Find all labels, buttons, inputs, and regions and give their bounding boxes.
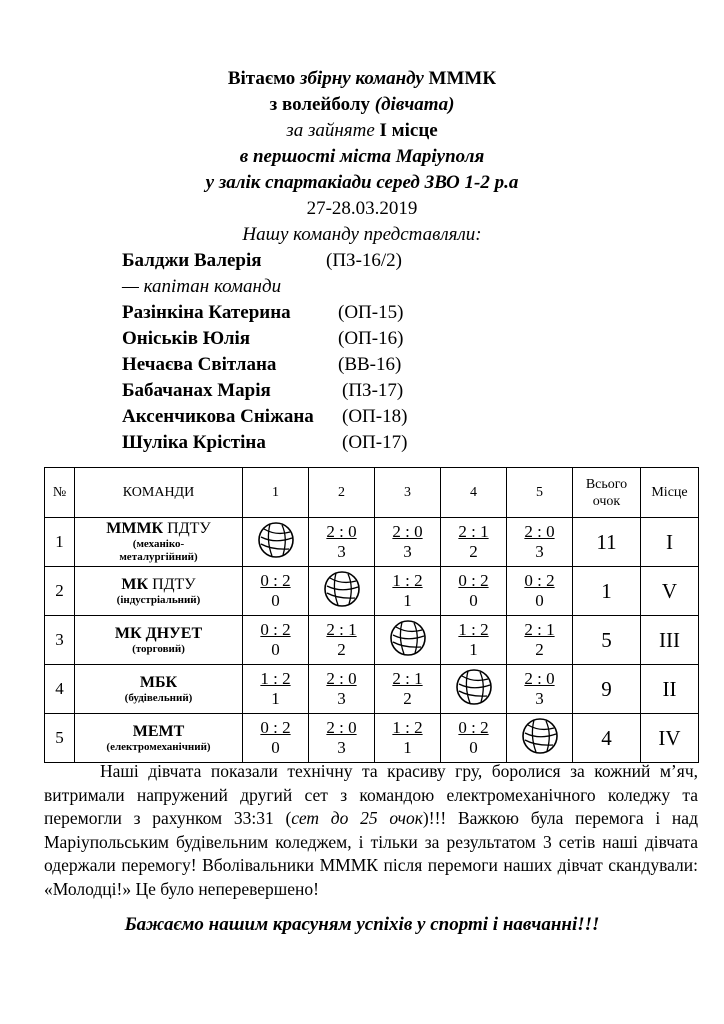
- score-cell: [309, 665, 375, 714]
- set-score: 1 : 2: [392, 571, 423, 590]
- team-type: (індустріальний): [116, 593, 201, 606]
- team-roster: [122, 248, 522, 456]
- team-cell: [75, 665, 243, 714]
- match-points: 3: [403, 542, 412, 561]
- set-score: 2 : 1: [392, 669, 423, 688]
- set-score: 2 : 0: [392, 522, 423, 541]
- match-points: 0: [469, 738, 478, 757]
- self-match-cell: [309, 567, 375, 616]
- total-points: 4: [573, 714, 641, 763]
- roster-row: [122, 326, 522, 352]
- team-name: МК ДНУЕТ: [114, 624, 203, 642]
- volleyball-icon: [388, 618, 428, 658]
- set-score: 0 : 2: [260, 571, 291, 590]
- match-points: 1: [403, 738, 412, 757]
- team-cell: [75, 714, 243, 763]
- header-line-1: Вітаємо збірну команду ММMК: [227, 68, 497, 89]
- score-cell: [507, 616, 573, 665]
- player-name: Бабачанах Марія: [122, 380, 271, 401]
- set-score: 0 : 2: [260, 718, 291, 737]
- score-cell: [507, 567, 573, 616]
- header-total: Всього очок: [573, 468, 641, 518]
- self-match-cell: [243, 518, 309, 567]
- score-cell: [441, 714, 507, 763]
- match-points: 1: [271, 689, 280, 708]
- volleyball-icon: [256, 520, 296, 560]
- header-line-5: у залік спартакіади серед ЗВО 1-2 р.а: [205, 172, 519, 193]
- score-cell: [375, 518, 441, 567]
- total-points: 1: [573, 567, 641, 616]
- player-name: Аксенчикова Сніжана: [122, 406, 314, 427]
- set-score: 1 : 2: [260, 669, 291, 688]
- player-name: Шуліка Крістіна: [122, 432, 266, 453]
- match-points: 0: [271, 591, 280, 610]
- match-points: 3: [337, 689, 346, 708]
- match-points: 2: [535, 640, 544, 659]
- score-cell: [441, 567, 507, 616]
- score-cell: [309, 518, 375, 567]
- volleyball-icon: [322, 569, 362, 609]
- team-name: МЕМТ: [132, 722, 185, 740]
- row-number: 5: [45, 714, 75, 763]
- team-type: (будівельний): [124, 691, 193, 704]
- player-name: Разінкіна Катерина: [122, 302, 291, 323]
- header-col-3: 3: [375, 468, 441, 518]
- final-place: I: [641, 518, 699, 567]
- row-number: 3: [45, 616, 75, 665]
- player-group: (ОП-17): [342, 432, 408, 453]
- final-place: III: [641, 616, 699, 665]
- match-points: 0: [271, 640, 280, 659]
- roster-row: [122, 300, 522, 326]
- player-group: (ВВ-16): [338, 354, 402, 375]
- set-score: 2 : 0: [524, 669, 555, 688]
- set-score: 1 : 2: [392, 718, 423, 737]
- set-score: 2 : 0: [326, 522, 357, 541]
- roster-row: [122, 404, 522, 430]
- team-intro: Нашу команду представляли:: [242, 224, 482, 245]
- header-line-3: за зайняте І місце: [286, 120, 438, 141]
- set-score: 2 : 0: [326, 669, 357, 688]
- team-name: МММК: [106, 520, 164, 537]
- table-row: [45, 665, 699, 714]
- header-place: Місце: [641, 468, 699, 518]
- self-match-cell: [375, 616, 441, 665]
- match-points: 3: [535, 689, 544, 708]
- score-cell: [243, 665, 309, 714]
- self-match-cell: [441, 665, 507, 714]
- team-name: МБК: [139, 673, 178, 691]
- match-points: 2: [337, 640, 346, 659]
- set-score: 2 : 0: [524, 522, 555, 541]
- match-points: 2: [403, 689, 412, 708]
- player-group: (ПЗ-16/2): [326, 250, 402, 271]
- header-line-4: в першості міста Маріуполя: [239, 146, 485, 167]
- match-points: 0: [535, 591, 544, 610]
- set-score: 0 : 2: [260, 620, 291, 639]
- match-points: 2: [469, 542, 478, 561]
- score-cell: [375, 567, 441, 616]
- player-group: (ПЗ-17): [342, 380, 404, 401]
- match-points: 3: [337, 542, 346, 561]
- total-points: 11: [573, 518, 641, 567]
- table-row: [45, 616, 699, 665]
- score-cell: [243, 714, 309, 763]
- closing-wish: Бажаємо нашим красуням успіхів у спорті і навчанні!!!: [124, 914, 600, 935]
- score-cell: [507, 518, 573, 567]
- team-name-suffix: ПДТУ: [148, 575, 196, 593]
- final-place: IV: [641, 714, 699, 763]
- team-type: (механіко-: [132, 538, 185, 550]
- header-col-5: 5: [507, 468, 573, 518]
- set-score: 2 : 1: [326, 620, 357, 639]
- match-points: 0: [271, 738, 280, 757]
- score-cell: [309, 714, 375, 763]
- roster-row: [122, 352, 522, 378]
- match-points: 0: [469, 591, 478, 610]
- row-number: 1: [45, 518, 75, 567]
- header-col-2: 2: [309, 468, 375, 518]
- set-score: 2 : 0: [326, 718, 357, 737]
- player-group: (ОП-16): [338, 328, 404, 349]
- header-num: №: [45, 468, 75, 518]
- score-cell: [243, 616, 309, 665]
- score-cell: [507, 665, 573, 714]
- roster-row: [122, 378, 522, 404]
- score-cell: [375, 714, 441, 763]
- volleyball-icon: [454, 667, 494, 707]
- self-match-cell: [507, 714, 573, 763]
- set-score: 1 : 2: [458, 620, 489, 639]
- match-points: 3: [337, 738, 346, 757]
- header-line-2: з волейболу (дівчата): [269, 94, 455, 115]
- row-number: 4: [45, 665, 75, 714]
- table-row: [45, 567, 699, 616]
- table-row: [45, 714, 699, 763]
- set-score: 0 : 2: [524, 571, 555, 590]
- captain-note-row: [122, 274, 522, 300]
- header-col-4: 4: [441, 468, 507, 518]
- player-name: Балджи Валерія: [122, 250, 262, 271]
- roster-row: [122, 430, 522, 456]
- final-place: II: [641, 665, 699, 714]
- team-cell: [75, 616, 243, 665]
- team-name: МК: [121, 575, 149, 593]
- set-score: 0 : 2: [458, 718, 489, 737]
- score-cell: [375, 665, 441, 714]
- player-name: Оніськів Юлія: [122, 328, 251, 349]
- player-name: Нечаєва Світлана: [122, 354, 277, 375]
- total-points: 5: [573, 616, 641, 665]
- player-group: (ОП-15): [338, 302, 404, 323]
- event-date: 27-28.03.2019: [306, 198, 418, 219]
- header-teams: КОМАНДИ: [75, 468, 243, 518]
- set-score: 0 : 2: [458, 571, 489, 590]
- roster-row: [122, 248, 522, 274]
- player-group: (ОП-18): [342, 406, 408, 427]
- report-paragraph: Наші дівчата показали технічну та красиву гру, боролися за кожний м’яч, витримали напружений другий сет з командою електромеханічного коледжу та перемогли з рахунком 33:31 (сет до 25 очок)!!! Важкою була перемога і над Маріупольським будівельним коледжем, і тільки за результатом 3 сетів наші дівчата одержали перемогу! Вболівальники МММК після перемоги наших дівчат скандували: «Молодці!» Це було неперевершено!: [44, 761, 698, 899]
- team-type: (електромеханічний): [106, 740, 211, 753]
- team-type-cont: металургійний): [119, 551, 198, 563]
- team-cell: [75, 567, 243, 616]
- row-number: 2: [45, 567, 75, 616]
- set-score: 2 : 1: [458, 522, 489, 541]
- team-cell: [75, 518, 243, 567]
- match-points: 3: [535, 542, 544, 561]
- score-cell: [441, 518, 507, 567]
- match-points: 1: [403, 591, 412, 610]
- total-points: 9: [573, 665, 641, 714]
- header-col-1: 1: [243, 468, 309, 518]
- match-points: 1: [469, 640, 478, 659]
- set-score: 2 : 1: [524, 620, 555, 639]
- congratulation-header: [0, 66, 724, 248]
- table-row: [45, 518, 699, 567]
- captain-note: — капітан команди: [122, 276, 282, 297]
- team-type: (торговий): [132, 642, 185, 655]
- volleyball-icon: [520, 716, 560, 756]
- team-name-suffix: ПДТУ: [163, 520, 211, 537]
- final-place: V: [641, 567, 699, 616]
- tournament-results-table: [44, 467, 699, 763]
- score-cell: [243, 567, 309, 616]
- score-cell: [441, 616, 507, 665]
- table-header-row: [45, 468, 699, 518]
- score-cell: [309, 616, 375, 665]
